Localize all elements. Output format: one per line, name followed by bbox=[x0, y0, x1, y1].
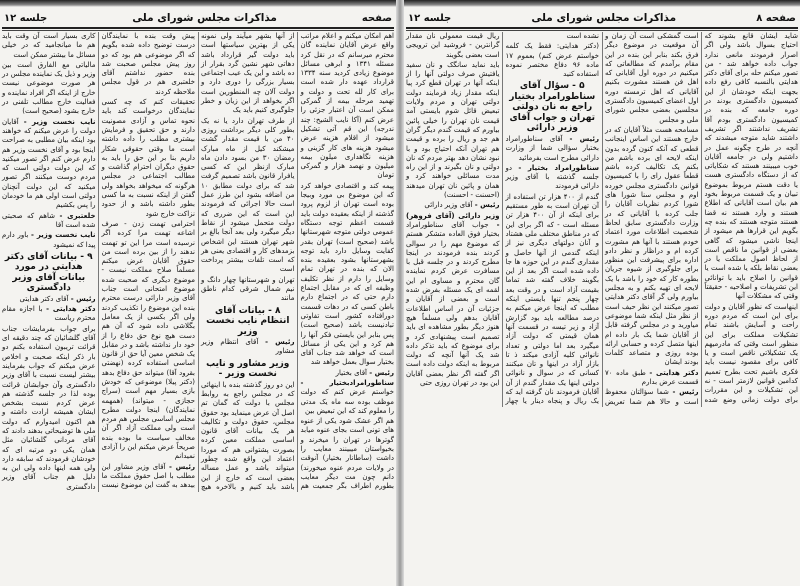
speaker-paragraph bbox=[301, 379, 395, 416]
speech-text: آقای وزیر دارائی bbox=[424, 201, 473, 210]
speaker-name: رئیس - bbox=[369, 368, 394, 377]
header-rule bbox=[406, 30, 798, 31]
body-paragraph: پیمه کند و اقتصادی خواهد کرد که این موضوع بی مورد وبیجا بوده است تهران از لزوم پرود گذشته از اینکه بعقیده دولت باید قسمت اعظم توجه دستگاه عمومی دولتی متوجه شهرستانها باشد (صحیح است) تهران بقدر کفایت وسایل دارد باید توجه بشهرستانها بشود بعقیده بنده الان که بنده در تهران تمام وسایل را دارم از نظر تکلیف وظیفه ای که در مقابل اجتماع دارم حتی که در اجتماع دارم باطن کسی که در دهات قسمت دورافتاده کشور است تفاوتی تبادنیست باشد (صحیح است) پس بنابر این بایستی فکر آنها را هم کرد و این یکی از مسائل است که خواهد شد جناب آقای بختیار سوال بعمل خواهد شد bbox=[300, 181, 394, 367]
speech-text: آقای سناطورامراد بختیار سؤالی شما از وزارت دارائی مطرح است بفرمائید bbox=[505, 134, 599, 162]
speaker-name: رئیس - bbox=[569, 134, 599, 143]
speaker-paragraph bbox=[2, 295, 96, 304]
speaker-name: سناطورامرادبختیار - bbox=[300, 378, 394, 387]
page-header bbox=[4, 10, 392, 26]
body-paragraph: تهران و شهرستانها چهار دانگ و نیم شمال شرقی کدام ناطق مانند bbox=[201, 275, 295, 303]
header-rule bbox=[2, 30, 394, 31]
columns bbox=[406, 32, 798, 407]
speaker-paragraph bbox=[506, 135, 600, 163]
speech-text: شاهم که صحبتی شده است آقا bbox=[2, 211, 96, 229]
speaker-paragraph bbox=[2, 231, 96, 250]
body-paragraph: هم اگر عشک شود یکی از عنوه های تونی است بجای عنوه میابد گوترها در تهران را میخرند و بخیواستان میبینند معایب را داشت (ساطانار بختیار) آنوقت در ولایات مردم عنوه میخورند) دانم چون مت دیگر معایب بطورم اطراف بگر جمعیت هم از آنها بشهر میآیند ولی نمونه یکی از بهترین سیاستها است باید دولت گیر قرارداد باشد دهاتی شهر نشین گرد بقرار از ده باشد و این یک عیب اجتماعی بسیار بزرگی را دوری دارد و دولت آلان چه المنطورین است اگر بخواهد از این زیان و خطر جلوگیری کنیم باید یک bbox=[201, 32, 394, 491]
body-paragraph: برای جواب بفرمایشات جناب آقای گلشائیان که چند دقیقه ای قرائت تریبون استفاده بکنم دو بار ذکر اینکه صحبت و اخلاص عرض میکنم که جواب بفرمایند بیشتر لیست نسبت با آقای وزیر دادگستری وآن جوابشان قرائت بوده لذا در جلسه گذشته هم عرض کردم نسبت بشخص ایشان همیشه ارادت داشته و هم اکنون امیدوارم که دولت ملی ها توضیحاتی بدهند دادند که آقای مردانی گلشائیان مثل همان یکی دو مرتبه ای که خودشان فرمودند که سابقه دارد ولی همه اینها داده ولی این به دلیل هم جناب آقای وزیر دادگستری bbox=[2, 324, 96, 491]
speaker-paragraph bbox=[301, 369, 395, 378]
speaker-paragraph bbox=[506, 164, 600, 192]
speech-text: آقای بختیار bbox=[335, 368, 367, 377]
speaker-paragraph bbox=[2, 118, 96, 211]
section-heading: ۸ - بیانات آقای انتظام نایب نخست وزیر bbox=[206, 305, 290, 337]
speech-text: دو جلسه گذشته با آقای وزیر دارائی فرمودند bbox=[505, 163, 599, 191]
section-heading: وزیر مشاور و نایب نخست وزیر - bbox=[206, 358, 290, 380]
speaker-name: نایب نخست وزیر - bbox=[31, 231, 96, 240]
speaker-paragraph bbox=[2, 305, 96, 324]
page-number: صفحه bbox=[361, 12, 392, 24]
section-heading: ۹ - بیانات آقای دکتر هدایتی در مورد بیانات آقای وزیر دادگستری bbox=[4, 251, 93, 294]
publication-title: مذاکرات مجلس شورای ملی bbox=[132, 12, 277, 24]
speech-text: آقایان دولت را عرض میکنم که خواهند بود اینکه بیان مطلبی به صراحت اینجا بود و آقای نخست وزیر هم دارم عرض کنم اگر تصور میکنید که این دولت دولتی است که مردم دوست میکنند اگر تصور میکنید که این دولت آنچنان دولتی است اولی هم ما خودمان را پس بکشیم bbox=[2, 117, 96, 210]
speaker-name: رئیس - bbox=[265, 338, 295, 347]
page-fold bbox=[396, 0, 404, 586]
speech-text: آقای وزیر مشاور این مطلب با اصل حقوق مملکت ما بیدهد به گفت این موضوع نیست کاری بسیار است آن وقت باید هم ما میانجامید که در خیلی مسائل ما بیشتر ممکن است bbox=[2, 32, 195, 490]
speaker-name: خلعتبری - bbox=[59, 211, 96, 220]
header-rule bbox=[406, 27, 798, 29]
body-paragraph: اهم امکان میکنم و اعلام مراتب واقع عرض آقایان نماینده گان محترم میرسانم که در نقل کرد مسئله ۱۳۴۱ و ابرهی مسائل موضوع زیادی کردید سنه ۱۳۳۴ قرارداد عهده دار شده است برای کار لله تحت و دولت و تهمید مرحله بیمه از گمرکی ممکن است آن اعتبار جزئی را عرض کنم (آکا نایب الشیخ: چند ندرجه) این قم آتی تشکیل میشود از اقلام هزینه عرض میشود هزینه های کار گزینی و هزینه نگاهداری میلون بیمه میلیون و نهصد هزار و گمرکی تومان bbox=[300, 32, 394, 180]
speech-text: طبق ماده ۷۰ قسمت عرض بدارم bbox=[605, 368, 699, 386]
speech-text: با اجازه مقام محترم ریاست bbox=[2, 305, 96, 323]
session-number: جلسه ۱۲ bbox=[4, 12, 48, 24]
section-heading: ۵ - سؤال آقای سناطورامراد بختیار راجع به نان دولتی تهران و جواب آقای وزیر دارائی bbox=[509, 81, 596, 134]
speaker-name: سناطورامراد بختیار - bbox=[518, 163, 599, 172]
page-number: صفحه ۸ bbox=[756, 12, 796, 24]
body-paragraph: باید نماید سانگک و نان سفید یافتیش صرف دولتی آنها را از اینکه آنها در تهران قطع کرد پیا اینکه مقدار زیاد فرمایند دولت دولتی تهران و مردم ولایات تبعیض قائل شوم بایستی آمد قیمت نان تهران را خیلی پائین بیاورم که قیمت گندم دیگر گران هم جد و ریال را برده و قیمت هم تهران آنکه احتیاج بود و با نبود نشان دهد بهتر مردم که نان دولتی و نان بگیرند و از این راه مدت مسائلی خواهند کرد و همان و پائین نان تهران میدهند (احسنت - احسنت) bbox=[406, 60, 500, 200]
header-rule bbox=[2, 27, 394, 29]
body-paragraph: اینهاست که نظور آقایان و دولت برای این است که مردم دوره راحت و آسایش باشند تمام تشکیلات مملکت برای این منظور است وقتی که مادرمیهم یک تشکیلاتی ناقص است و یا کافی برای مقصود نیست باید فکری باشیم تحت بطرح تعمیم کدامین قوانین لازمتر است - نه این تشکیلات و این مقررات برای دولت زمانی وضع شده است گمشکی است آن زمان و آن موقعیت در موضوع دیگر فرق بکند بنابر این بنده در این مقام برآمدم که مطالعاتی که میکنیم در دوره اول آقایانی که اهل فن هستند مشورت بکنیم آقایانی که اهل ترمسته دوره اول اعضای کمیسیون دادگستری مجلسین بعضی مجلس شورای ملی و مجلس bbox=[605, 32, 798, 404]
speaker-paragraph bbox=[406, 212, 500, 389]
speaker-name: رئیس - bbox=[672, 388, 699, 397]
speaker-paragraph bbox=[2, 212, 96, 231]
body-paragraph: مسامحه هست مثلاً آقایان که در خارج هستند این اساس اینجانب قطعی که آنکه کنون گرده بدون اینکه لایحه ای برده باشم من بکنم یک تکالیف کرده باشم قطعاً عقول رای را با کمیسیون قوانین دادگستری مجلس خورده اوم و مجلس سنا شورا های شورا کردم نظریات آقایان را جلب کرده با آقایانی که در وزارت دادگستری سابق لحاظ شخصیت اطلاعات مورد اعتماد خودم هستند با آنها هم مشورت کرده ام و دراظار و نظر دادو اداره برای پیشرفت این منظور برای جلوگیری از شیوه جریان بطوره کار که خود را باشد با یک لایحه ای تهیه بکنم و به مجلس بیاورم ولی گر آقای دکتر هدایتی تصور میکنند این نظر حیف است از نظر مثل اینکه شما موضوعی میاورید و در مجلس گرفته قابل از آقایان شما یک بار داده ام اینها متصل کرده و حسابی ارائه بوده روزی و متصاعد کلمات بودند ایشان bbox=[605, 125, 699, 367]
columns bbox=[2, 32, 394, 492]
body-paragraph: شاید ایشان قانع بشوند که احتیاج بسوال باشد ولی اگر اصرار فرمودند مانعی ندارد جواب داده خواهد شد - من تصور میکنم حله برای آقای دکتر هدایتی بالنسبه کافی رفع داده بجهت اینکه خودشان از این کمیسیون دادگستری بودند در دوره جامعه که بنده در کمیسیون دادگستری بودم آقا تشریف نداشتند اگر تشریف داشتند شاید متوجه میشدند که آنچه در طرح چگونه عمل در داشتیم ولی در جامعه آقایان خوب میبینند هستند که شکایاتی که از دستگاه دادگستری هست یا دقت هستم مربوط بموضوع تبیان و یک قسمت مربوط بخود هم بیان است آقایانی که اطلاع هستند و وارد هستند نه قضا هستند متوجه هستند که بنده چه بگویم این قرارها هم میشود از اینجا ناشی میشود که گاهی بعضی از قوانین ما ناقص است از لحاظ اصول مملکت یا در بعضی نقاط بلکه یا شده است یا قوانین را اصلاح باید با توانائی این تشریفات و اصلاحیه - حقیقتاً وقتی که مشکلات آنها bbox=[704, 32, 798, 301]
speech-text: آقای انتظام وزیر مشاور bbox=[201, 338, 295, 356]
body-paragraph: (دکتر هدایتی: فقط یک کلمه خواستم عرض کنم) بعموم ۱۷ ماده ۹۶ دفاع مختصر نموده استفاده کنید bbox=[505, 42, 599, 79]
publication-title: مذاکرات مجلس شورای ملی bbox=[531, 12, 677, 24]
body-paragraph: تحقیقات کنم که چه کسی نمایندگان درخواست کند باید نحوه تماس و آزادی مصونیت دارند و حق تحقیق و فرمایش بیشتری مطلب را داده داشته است ما وقتی حقوقی شکار داریم بنا بر این حق را باید به حقوق دیگران احترام گذاشت و مطالب اجتماعی در مجلس هرگونه که میخواهد بخواهد ولی گفتن از اینکه نسبت به ما کسی بطور داشته باشد و از حدود نزاکت خارج شود bbox=[101, 98, 195, 218]
speaker-name: دکتر هدایتی - bbox=[46, 305, 96, 314]
body-paragraph: از طرف تهران دارد یا نه یک بطور کلی دیگر برداشت روزی ۴۰ من با قیمت مقدار گشت میشکند کیل از ماه مبارک رمضان ۳۰ من بسود دادن ماه مبارک ازنظر این که کسی یافرار قانون باشد تصمیم گرفت شد که برای دولت مطابق ۱۰ من اضافه بشود این طرز عمل است حالا اجرائی که فرمودند این است که این ضرری که دولت متحمل میشود از نقاط دیگر میگیرد ولی بعد آنجا بالغ بر شهر تهران هستند این اشخاص بزمدهای کار و اقتصادی یعنی هر که است تلفات بیشتر پرداخت است bbox=[201, 116, 295, 274]
body-paragraph: احترامی تهمت زدن - صرف اشاعه تهمت مرا کرده اگر نرسیده است مرا این تو تهمت ندهند را از بین برده است من حقوق آقایان عرض میکنم مسلماً صلاح مملکت نیست - موضوع دیگری که صحبت شده موضوع امتحانی است جناب آقای وزیر دارائی درست محترم بنده این موضوع را تکذیب کردند ولی اگر بکسی از یک معامل بگلاشی داده شود که آن هم دست هیچ نوع حق دفاع را از خود دار نداشته باشد و در مقابل یک شخص معین آیا حق از قانون اساسی استفاده کرده (نهضتی بقرود آقا) میتواند حق دفاع بدهد (دکتر پیلا) موضوعی که خودش بازی بسیار مهم است (سراج حجازی - میتواند) (همهمه نمایندگان) اینجا دولت مطرح مجلس اساسی مجلس هم مردم است ولی مملکت آزاد اگر آن مخالف سیاست ما بوده بنده صریحاً عرض میکنم این را آزادی نمیدانم bbox=[101, 219, 195, 461]
speaker-name: وزیر دارائی (آقای فروهر) - bbox=[406, 211, 500, 229]
page-header bbox=[408, 10, 796, 26]
speech-text: جواب آقای سناطورامراد بختیار فوق العاده متشکر هستم که موضوع مهم را در سوالی کردند بنده فرمودند در اینجا مطرح کردند و در جلسه قبل با مسافرت عرض کردم نماینده گان محترم و مساوی ام این لقمه ای یک مسئله بفرض شده است و بعضی از آقایان و جزئیات آن در اساس اطلاعات آقایان بدهم ولی مسلماً هیچ هنوز دیگر بطور مشاهده ای باید تصمیم است پیشنهادی کرد و برای موضوع که باید تذکر داده شد یک آنها آنچه که دولت مربوط به اینکه دولت داده است اگر گفته اگر نظر بعضی آقایان این بود در تهران روزی حتی bbox=[406, 220, 500, 387]
session-number: جلسه ۱۲ bbox=[408, 12, 452, 24]
speaker-paragraph bbox=[201, 338, 295, 357]
body-paragraph: گندم از ۴۰۰ هزار تن استفاده از آن تهران است به طور مستقیم برای اینکه از آن ۴۰۰ هزار تن مسئله است - که اگر برای این که در مناطق مختلف ملی هشتاد و آنان دولتهای دیگری نیز از اینکه گندمی از آنها حاصل و مقداری گندم در این حوزه ها جا داده شده است اگر بعد از این بگویند خلاف گفته شد تماما بقیمت آزاد است و در وقت بعد چهار پنجم تنها بایستی اینکه مطلب که اینجا عرض میکنم به درصد مطالعه باید بود گزارش آزاد و زیر تیسه در قسمت آنها همان قیمتی که دولت آزاد میگیرد بعد اما دولتی و تعداد نانوائی کلیه آزادی میکند ذ تا بازار آزاد در اینها و تان میکنند کسانی که در سوال و نانوائی دولتی اینها یک مقدار گندم از آن آقایان فرمودند نان گرفته اید که یک ریال و پنجاه دینار یا چهار ریال قیمت معمولی نان مقدار گرانترین - فروشید این ترویجی است بعضی بگویند bbox=[406, 32, 600, 406]
body-paragraph: مالیاتی مع الفارق است بین وزیر و ذیل یک نماینده مجلس در هر صورت موضوعی نیست خارج از اینکه اگر افراد نماینده و فعالیت خارج مطالب تلفنی در خارج بشود (صحیح است) bbox=[2, 60, 96, 116]
speaker-name: نایب نخست وزیر - bbox=[23, 117, 96, 126]
speaker-paragraph bbox=[406, 201, 500, 210]
body-paragraph: این دو روز گذشته بنده با اینهائی که در مجلس راجع به روابط مجلس با دولت که گمان تم اصل آن عرض مینماید بود حقوق مجلس، حقوق دولت و تکالیف هر یک بیانات آقای قانون اساسی مملکت معین کرده بصورت پشتوانی هم که موردا اعتماد این واقع شده چطور میتواند باشد و عمل مساله بعضی است که خارج از این باشد باید کنیم و بالاخره هیچ پیش وقت بنده با نمایندگان درست توضیح داده شده بگویم که اگر موضوعی هم بود که دو روز پیش مجلس صحبت شد بنده حضور نداشتم آقای خلعتبری هم در قول مجلس ملاحظه کردند bbox=[101, 32, 295, 491]
speech-text: آقای دکتر هدایتی bbox=[19, 294, 69, 303]
speaker-name: رئیس - bbox=[474, 201, 500, 210]
speaker-name: دکتر هدایتی - bbox=[649, 368, 699, 377]
speech-text: خواستم عرض کنم که دولت موظف بوده سه ماه یک مدتی را معلوم کند که این تبعیض بین bbox=[300, 388, 394, 415]
speech-text: باور دارم پیدا که نمیشود bbox=[2, 231, 96, 249]
speaker-name: رئیس - bbox=[70, 294, 96, 303]
speaker-name: رئیس - bbox=[168, 462, 195, 471]
speech-text: شما سؤالتان محفوظ است و حالا هم شما تعریض نشده است bbox=[566, 32, 699, 406]
speaker-paragraph bbox=[605, 369, 699, 388]
